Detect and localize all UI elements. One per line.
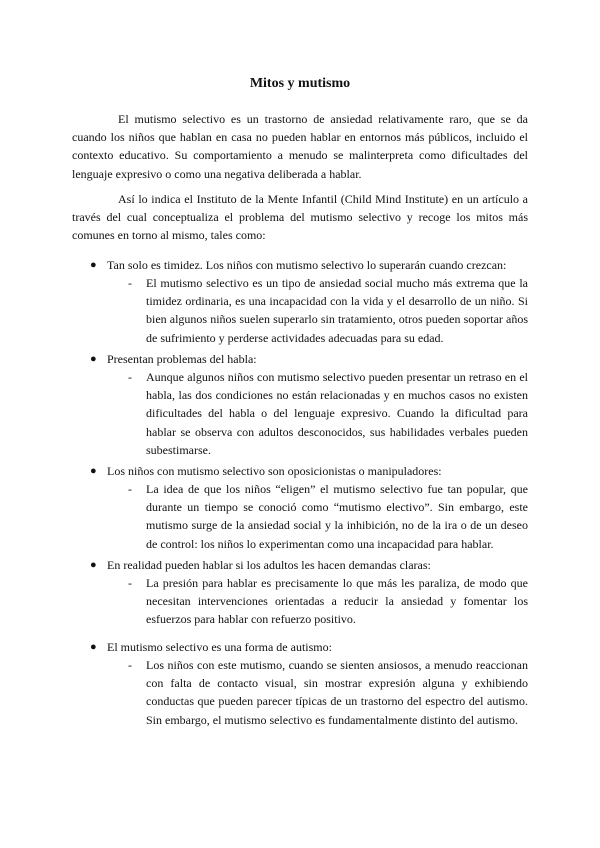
myth-detail: La idea de que los niños “eligen” el mutismo selectivo fue tan popular, que durante un tiempo se conoció como “mutismo electivo”. Sin embargo, este mutismo surge de la ansiedad social y la inhibición, no de la ira o de un deseo de control: los niños lo experimentan como una incapacidad para hablar. (146, 482, 528, 551)
document-title: Mitos y mutismo (249, 76, 351, 91)
intro-paragraph: El mutismo selectivo es un trastorno de ansiedad relativamente raro, que se da cuando los niños que hablan en casa no pueden hablar en entornos más públicos, incluido el contexto educativo. Su comportamiento a menudo se malinterpreta como dificultades del lenguaje expresivo o como una negativa deliberada a hablar. (72, 112, 528, 181)
myth-label: En realidad pueden hablar si los adultos les hacen demandas claras: (107, 558, 431, 572)
myth-detail: El mutismo selectivo es un tipo de ansiedad social mucho más extrema que la timidez ordinaria, es una incapacidad con la vida y el desarrollo de un niño. Si bien algunos niños suelen superarlo sin tratamiento, otros pueden soportar años de sufrimiento y perderse actividades adecuadas para su edad. (146, 276, 528, 345)
context-paragraph: Así lo indica el Instituto de la Mente Infantil (Child Mind Institute) en un artículo a través del cual conceptualiza el problema del mutismo selectivo y recoge los mitos más comunes en torno al mismo, tales como: (72, 192, 528, 243)
dash-icon: - (128, 658, 132, 672)
dash-icon: - (128, 276, 132, 290)
bullet-icon: ● (90, 259, 97, 271)
myth-label: Tan solo es timidez. Los niños con mutismo selectivo lo superarán cuando crezcan: (107, 258, 507, 272)
dash-icon: - (128, 370, 132, 384)
myth-label: Presentan problemas del habla: (107, 352, 257, 366)
bullet-icon: ● (90, 465, 97, 477)
bullet-icon: ● (90, 641, 97, 653)
myth-label: El mutismo selectivo es una forma de autismo: (107, 640, 332, 654)
myth-detail: Los niños con este mutismo, cuando se sienten ansiosos, a menudo reaccionan con falta de contacto visual, sin mostrar expresión alguna y exhibiendo conductas que pueden parecer típicas de un trastorno del espectro del autismo. Sin embargo, el mutismo selectivo es fundamentalmente distinto del autismo. (146, 658, 528, 727)
dash-icon: - (128, 576, 132, 590)
bullet-icon: ● (90, 353, 97, 365)
bullet-icon: ● (90, 559, 97, 571)
dash-icon: - (128, 482, 132, 496)
myth-detail: Aunque algunos niños con mutismo selectivo pueden presentar un retraso en el habla, las dos condiciones no están relacionadas y en muchos casos no existen dificultades del habla o del lenguaje expresivo. Cuando la dificultad para hablar se observa con adultos desconocidos, sus habilidades verbales pueden subestimarse. (146, 370, 528, 457)
myth-detail: La presión para hablar es precisamente lo que más les paraliza, de modo que necesitan intervenciones orientadas a reducir la ansiedad y fomentar los esfuerzos para hablar con refuerzo positivo. (146, 576, 528, 627)
myth-label: Los niños con mutismo selectivo son oposicionistas o manipuladores: (107, 464, 442, 478)
